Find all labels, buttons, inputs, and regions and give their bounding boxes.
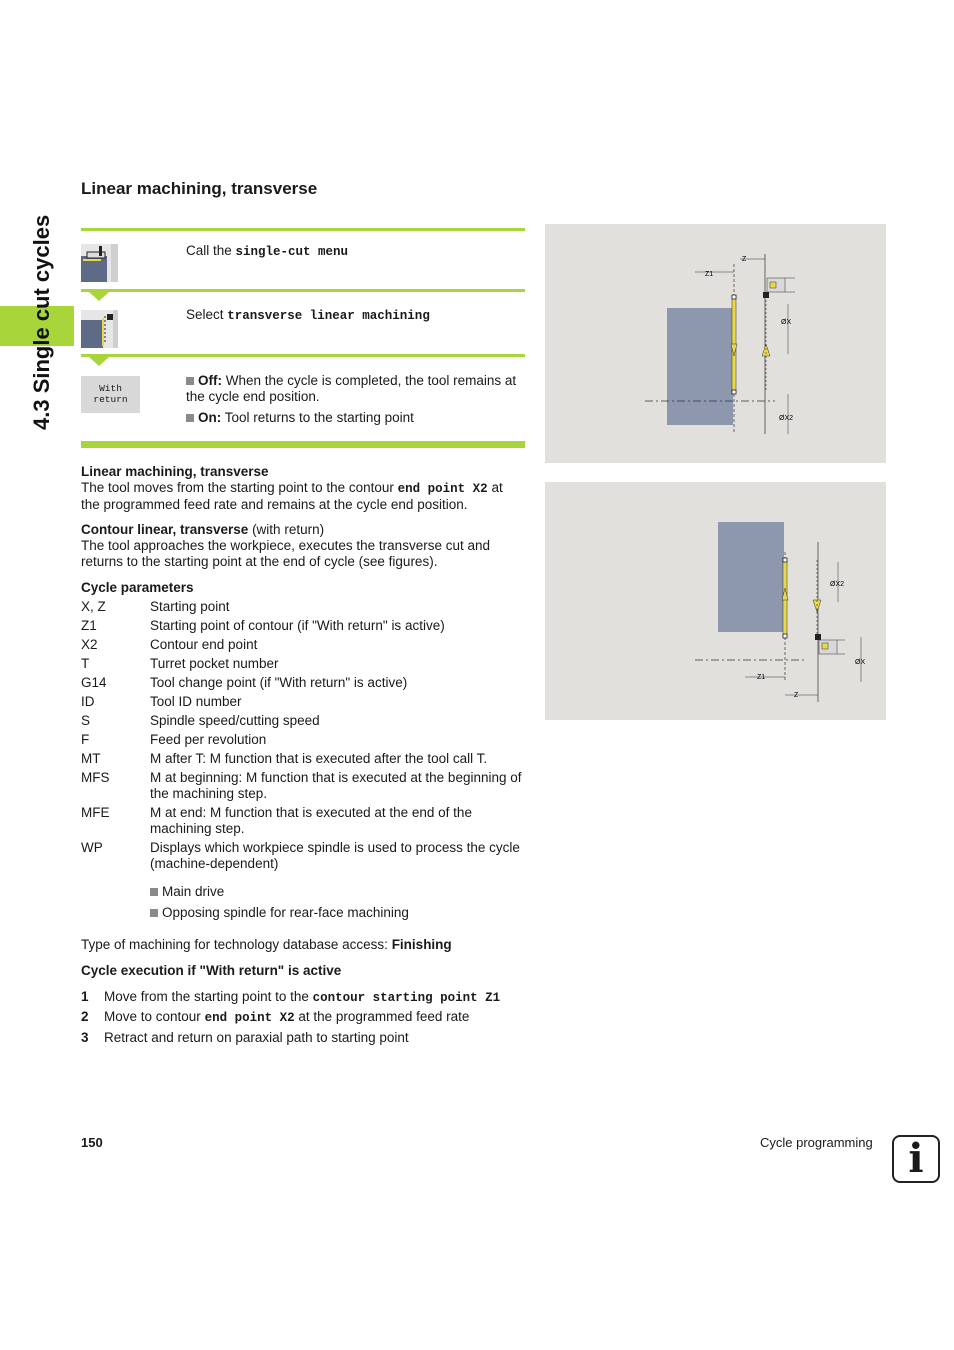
parameter-value: Starting point (150, 599, 230, 614)
svg-text:ØX2: ØX2 (779, 415, 794, 422)
parameter-row (81, 618, 524, 637)
parameter-value: Starting point of contour (if "With return" is active) (150, 618, 445, 633)
parameter-row (81, 770, 524, 805)
parameter-row (81, 732, 524, 751)
parameter-key: MT (81, 751, 101, 766)
parameter-value: Displays which workpiece spindle is used to process the cycle (machine-dependent) (150, 840, 520, 871)
svg-text:Z1: Z1 (757, 674, 766, 681)
section-linear: Linear machining, transverse The tool moves from the starting point to the contour end point X2 at the programmed feed rate and remains at the cycle end position. (81, 464, 503, 512)
step-1-text: Call the single-cut menu (186, 243, 349, 259)
wp-option: Opposing spindle for rear-face machining (150, 905, 520, 921)
parameter-key: X, Z (81, 599, 106, 614)
info-icon: i (892, 1135, 940, 1183)
parameter-value: M at end: M function that is executed at the end of the machining step. (150, 805, 472, 836)
execution-step: 2 Move to contour end point X2 at the programmed feed rate (81, 1009, 470, 1025)
option-on: On: Tool returns to the starting point (186, 410, 414, 425)
parameter-key: S (81, 713, 91, 728)
parameter-key: MFS (81, 770, 110, 785)
parameter-key: MFE (81, 805, 110, 820)
parameter-row (81, 694, 524, 713)
parameter-value: Tool ID number (150, 694, 242, 709)
wp-option: Main drive (150, 884, 520, 900)
execution-step: 1 Move from the starting point to the contour starting point Z1 (81, 989, 501, 1005)
workpiece (718, 522, 784, 632)
parameter-value: Contour end point (150, 637, 258, 652)
parameter-row (81, 675, 524, 694)
parameter-row (81, 599, 524, 618)
bullet-icon (186, 377, 194, 385)
cycle-parameters-title: Cycle parameters (81, 580, 194, 595)
parameter-value: M at beginning: M function that is executed at the beginning of the machining step. (150, 770, 522, 801)
bullet-icon (150, 909, 158, 917)
parameter-key: T (81, 656, 90, 671)
chapter-title: 4.3 Single cut cycles (29, 214, 54, 430)
parameter-key: WP (81, 840, 103, 855)
parameter-row (81, 713, 524, 732)
svg-text:Z1: Z1 (705, 271, 714, 278)
technology-line: Type of machining for technology database access: Finishing (81, 937, 452, 952)
parameter-row (81, 805, 524, 840)
step-2-text: Select transverse linear machining (186, 307, 430, 323)
svg-text:ØX2: ØX2 (830, 581, 845, 588)
parameter-key: ID (81, 694, 95, 709)
footer-chapter: Cycle programming (760, 1135, 873, 1150)
parameter-row (81, 637, 524, 656)
divider (81, 354, 525, 357)
parameter-value: Tool change point (if "With return" is active) (150, 675, 408, 690)
figure-1 (545, 224, 886, 463)
divider-thick (81, 441, 525, 448)
parameter-key: X2 (81, 637, 98, 652)
parameter-value: Spindle speed/cutting speed (150, 713, 320, 728)
bullet-icon (186, 414, 194, 422)
execution-title: Cycle execution if "With return" is active (81, 963, 342, 978)
bullet-icon (150, 888, 158, 896)
parameter-key: F (81, 732, 90, 747)
parameter-value: Turret pocket number (150, 656, 279, 671)
svg-text:ØX: ØX (781, 319, 792, 326)
svg-text:Z: Z (794, 692, 799, 699)
parameter-key: G14 (81, 675, 107, 690)
execution-step: 3 Retract and return on paraxial path to starting point (81, 1030, 409, 1045)
section-contour: Contour linear, transverse (with return) The tool approaches the workpiece, executes the transverse cut and returns to the starting point at the end of cycle (see figures). (81, 522, 490, 569)
divider (81, 228, 525, 231)
parameter-key: Z1 (81, 618, 97, 633)
divider (81, 289, 525, 292)
parameter-value: M after T: M function that is executed after the tool call T. (150, 751, 488, 766)
page-heading: Linear machining, transverse (81, 179, 318, 198)
workpiece (667, 308, 733, 425)
figure-2 (545, 482, 886, 720)
svg-text:Z: Z (742, 256, 747, 263)
menu-icon (81, 244, 118, 282)
cycle-parameters-table (81, 599, 524, 875)
step-arrow-icon (89, 357, 109, 366)
option-off: Off: When the cycle is completed, the tool remains at the cycle end position. (186, 373, 517, 404)
page-number: 150 (81, 1135, 103, 1150)
parameter-value: Feed per revolution (150, 732, 267, 747)
parameter-row (81, 656, 524, 675)
parameter-row (81, 840, 524, 875)
svg-text:ØX: ØX (855, 659, 866, 666)
step-arrow-icon (89, 292, 109, 301)
with-return-softkey[interactable]: With return (81, 376, 140, 413)
transverse-icon (81, 310, 118, 348)
parameter-row (81, 751, 524, 770)
